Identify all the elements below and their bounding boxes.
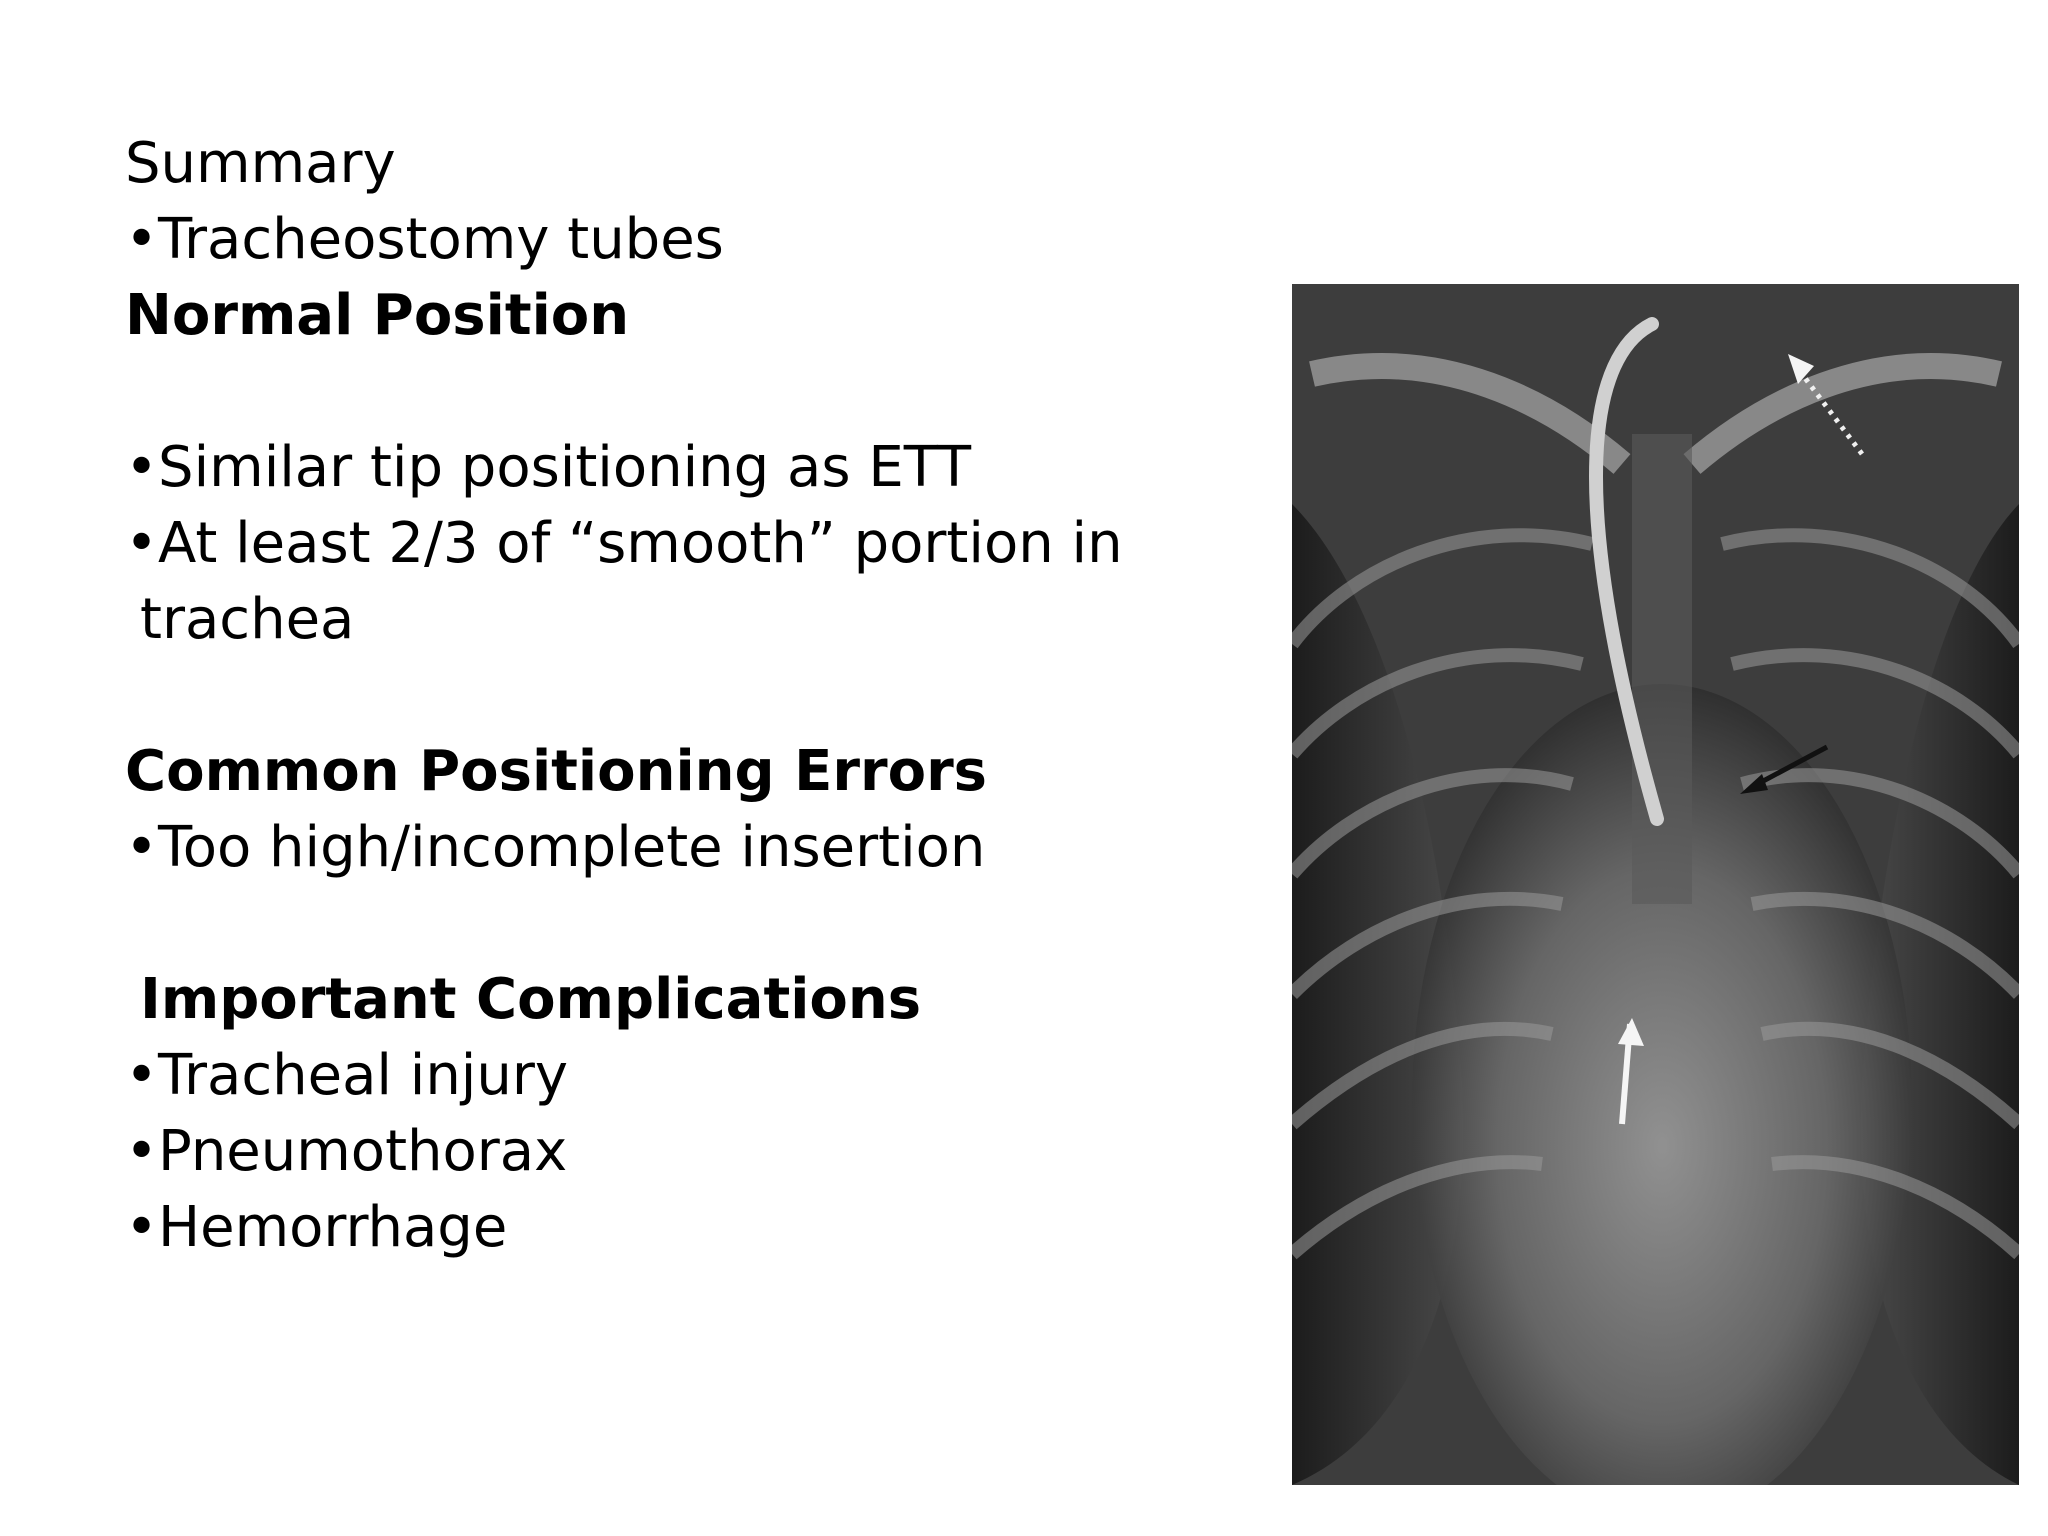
bullet-tracheal-injury: • Tracheal injury xyxy=(125,1038,1125,1114)
slide-text xyxy=(125,126,1125,1266)
spacer xyxy=(125,886,1125,962)
bullet-smooth-portion: • At least 2/3 of “smooth” portion in xyxy=(125,506,1125,582)
xray-illustration xyxy=(1292,284,2019,1485)
trachea xyxy=(1632,434,1692,904)
bullet-too-high: • Too high/incomplete insertion xyxy=(125,810,1125,886)
spacer xyxy=(125,658,1125,734)
bullet-pneumothorax: • Pneumothorax xyxy=(125,1114,1125,1190)
bullet-smooth-portion-cont: trachea xyxy=(140,587,355,652)
chest-xray-image xyxy=(1292,284,2019,1485)
spacer xyxy=(125,354,1125,430)
normal-position-heading: Normal Position xyxy=(125,283,630,348)
slide-title: Summary xyxy=(125,131,396,196)
bullet-hemorrhage: • Hemorrhage xyxy=(125,1190,1125,1266)
bullet-tracheostomy-tubes: • Tracheostomy tubes xyxy=(125,202,1125,278)
common-errors-heading: Common Positioning Errors xyxy=(125,739,988,804)
complications-heading: Important Complications xyxy=(140,967,922,1032)
bullet-similar-tip: • Similar tip positioning as ETT xyxy=(125,430,1125,506)
